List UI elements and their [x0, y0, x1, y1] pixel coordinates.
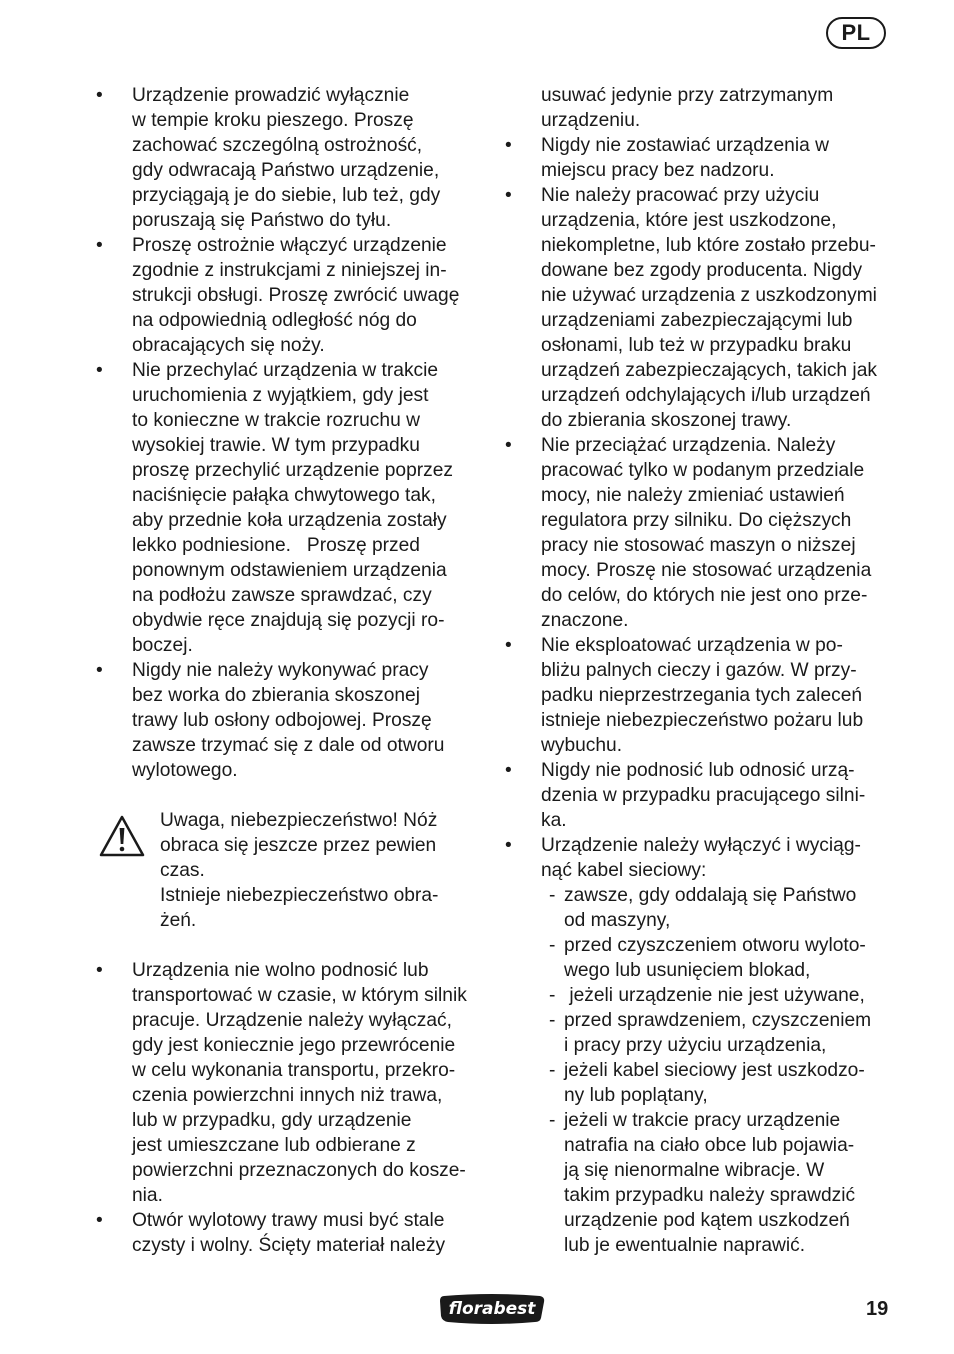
bullet-item [505, 633, 897, 758]
warning-line: żeń. [160, 910, 197, 931]
text-line: ka. [541, 810, 567, 831]
bullet-item [505, 433, 897, 633]
text-line: mocy. Proszę nie stosować urządzenia [541, 560, 872, 581]
florabest-logo [438, 1292, 546, 1324]
text-line: boczej. [132, 635, 193, 656]
warning-text [160, 808, 484, 933]
text-line: w celu wykonania transportu, przekro- [132, 1060, 456, 1081]
text-line: ją się nienormalne wibracje. W [564, 1160, 825, 1181]
text-line: powierzchni przeznaczonych do kosze- [132, 1160, 466, 1181]
text-line: poruszają się Państwo do tyłu. [132, 210, 392, 231]
text-line: wybuchu. [541, 735, 623, 756]
text-line: bez worka do zbierania skoszonej [132, 685, 420, 706]
text-line: pracy nie stosować maszyn o niższej [541, 535, 856, 556]
text-line: lub w przypadku, gdy urządzenie [132, 1110, 412, 1131]
language-badge: PL [826, 17, 886, 49]
text-line: - przed sprawdzeniem, czyszczeniem [564, 1010, 872, 1031]
text-line: obydwie ręce znajdują się pozycji ro- [132, 610, 445, 631]
text-line: - jeżeli w trakcie pracy urządzenie [564, 1110, 841, 1131]
text-line: znaczone. [541, 610, 629, 631]
text-line: trawy lub osłony odbojowej. Proszę [132, 710, 432, 731]
text-line: bliżu palnych cieczy i gazów. W przy- [541, 660, 857, 681]
text-line: - jeżeli urządzenie nie jest używane, [564, 985, 865, 1006]
text-line: • Proszę ostrożnie włączyć urządzenie [132, 235, 447, 256]
text-line: • Nigdy nie zostawiać urządzenia w [541, 135, 829, 156]
sub-list-item [505, 1108, 897, 1258]
left-column [96, 83, 484, 1258]
text-line: • Nie eksploatować urządzenia w po- [541, 635, 843, 656]
text-line: • Nie należy pracować przy użyciu [541, 185, 820, 206]
text-line: wysokiej trawie. W tym przypadku [132, 435, 420, 456]
text-line: obracających się noży. [132, 335, 325, 356]
warning-box [96, 808, 484, 933]
text-line: jest umieszczane lub odbierane z [132, 1135, 416, 1156]
sub-list-item [505, 933, 897, 983]
text-line: nie używać urządzenia z uszkodzonymi [541, 285, 877, 306]
text-line: • Nigdy nie należy wykonywać pracy [132, 660, 429, 681]
text-line: zgodnie z instrukcjami z niniejszej in- [132, 260, 447, 281]
text-line: czysty i wolny. Ścięty materiał należy [132, 1235, 446, 1256]
text-line: natrafia na ciało obce lub pojawia- [564, 1135, 855, 1156]
logo-text: florabest [448, 1299, 536, 1319]
text-line: - przed czyszczeniem otworu wyloto- [564, 935, 866, 956]
right-sub-items [505, 883, 897, 1258]
text-line: wylotowego. [132, 760, 238, 781]
text-line: wego lub usunięciem blokad, [564, 960, 811, 981]
warning-line: Istnieje niebezpieczeństwo obra- [160, 885, 439, 906]
text-line: istnieje niebezpieczeństwo pożaru lub [541, 710, 864, 731]
bullet-item [96, 658, 484, 783]
bullet-item [505, 833, 897, 883]
text-line: dowane bez zgody producenta. Nigdy [541, 260, 863, 281]
text-line: zawsze trzymać się z dale od otworu [132, 735, 445, 756]
bullet-item [505, 133, 897, 183]
text-line: urządzeń odchylających i/lub urządzeń [541, 385, 871, 406]
text-line: ponownym odstawieniem urządzenia [132, 560, 447, 581]
continuation-text [505, 83, 897, 133]
text-line: lub je ewentualnie naprawić. [564, 1235, 806, 1256]
text-line: - zawsze, gdy oddalają się Państwo [564, 885, 857, 906]
text-line: aby przednie koła urządzenia zostały [132, 510, 447, 531]
text-line: nąć kabel sieciowy: [541, 860, 707, 881]
bullet-item [505, 183, 897, 433]
text-line: • Nigdy nie podnosić lub odnosić urzą- [541, 760, 855, 781]
bullet-item [96, 958, 484, 1208]
text-line: usuwać jedynie przy zatrzymanym [541, 85, 834, 106]
text-line: proszę przechylić urządzenie poprzez [132, 460, 454, 481]
text-line: miejscu pracy bez nadzoru. [541, 160, 775, 181]
text-line: na odpowiednią odległość nóg do [132, 310, 417, 331]
text-line: • Otwór wylotowy trawy musi być stale [132, 1210, 445, 1231]
bullet-item [96, 83, 484, 233]
text-line: • Nie przeciążać urządzenia. Należy [541, 435, 836, 456]
text-line: od maszyny, [564, 910, 671, 931]
right-bullets [505, 133, 897, 883]
sub-list-item [505, 1058, 897, 1108]
page-number: 19 [866, 1298, 889, 1320]
text-line: w tempie kroku pieszego. Proszę [132, 110, 414, 131]
text-line: do celów, do których nie jest ono prze- [541, 585, 868, 606]
text-line: regulatora przy silniku. Do cięższych [541, 510, 852, 531]
text-line: to konieczne w trakcie rozruchu w [132, 410, 420, 431]
text-line: na podłożu zawsze sprawdzać, czy [132, 585, 432, 606]
text-line: gdy jest koniecznie jego przewrócenie [132, 1035, 456, 1056]
right-continuation [505, 83, 897, 133]
sub-list-item [505, 983, 897, 1008]
text-line: • Urządzenie należy wyłączyć i wyciąg- [541, 835, 861, 856]
text-line: • Urządzenia nie wolno podnosić lub [132, 960, 429, 981]
warning-line: czas. [160, 860, 205, 881]
text-line: lekko podniesione. Proszę przed [132, 535, 420, 556]
text-line: nia. [132, 1185, 163, 1206]
text-line: pracować tylko w podanym przedziale [541, 460, 865, 481]
text-line: urządzeń zabezpieczających, takich jak [541, 360, 877, 381]
bullet-item [96, 358, 484, 658]
text-line: niekompletne, lub które zostało przebu- [541, 235, 876, 256]
text-line: dzenia w przypadku pracującego silni- [541, 785, 866, 806]
text-line: uruchomienia z wyjątkiem, gdy jest [132, 385, 429, 406]
text-line: mocy, nie należy zmieniać ustawień [541, 485, 845, 506]
text-line: strukcji obsługi. Proszę zwrócić uwagę [132, 285, 460, 306]
text-line: urządzenia, które jest uszkodzone, [541, 210, 837, 231]
bullet-item [96, 233, 484, 358]
text-line: zachować szczególną ostrożność, [132, 135, 423, 156]
text-line: czenia powierzchni innych niż trawa, [132, 1085, 443, 1106]
left-top-bullets [96, 83, 484, 783]
text-line: do zbierania skoszonej trawy. [541, 410, 792, 431]
text-line: • Nie przechylać urządzenia w trakcie [132, 360, 439, 381]
text-line: gdy odwracają Państwo urządzenie, [132, 160, 440, 181]
text-line: ny lub poplątany, [564, 1085, 708, 1106]
text-line: i pracy przy użyciu urządzenia, [564, 1035, 827, 1056]
warning-triangle-icon [98, 814, 146, 858]
warning-line: Uwaga, niebezpieczeństwo! Nóż [160, 810, 438, 831]
text-line: osłonami, lub też w przypadku braku [541, 335, 852, 356]
text-line: urządzeniu. [541, 110, 641, 131]
text-line: urządzeniami zabezpieczającymi lub [541, 310, 853, 331]
text-line: transportować w czasie, w którym silnik [132, 985, 467, 1006]
text-line: naciśnięcie pałąka chwytowego tak, [132, 485, 436, 506]
sub-list-item [505, 883, 897, 933]
bullet-item [96, 1208, 484, 1258]
text-line: - jeżeli kabel sieciowy jest uszkodzo- [564, 1060, 865, 1081]
text-line: padku nieprzestrzegania tych zaleceń [541, 685, 863, 706]
text-line: • Urządzenie prowadzić wyłącznie [132, 85, 410, 106]
text-line: pracuje. Urządzenie należy wyłączać, [132, 1010, 452, 1031]
bullet-item [505, 758, 897, 833]
text-line: urządzenie pod kątem uszkodzeń [564, 1210, 850, 1231]
sub-list-item [505, 1008, 897, 1058]
left-bottom-bullets [96, 958, 484, 1258]
right-column [505, 83, 897, 1258]
warning-line: obraca się jeszcze przez pewien [160, 835, 437, 856]
text-line: przyciągają je do siebie, lub też, gdy [132, 185, 441, 206]
text-line: takim przypadku należy sprawdzić [564, 1185, 856, 1206]
